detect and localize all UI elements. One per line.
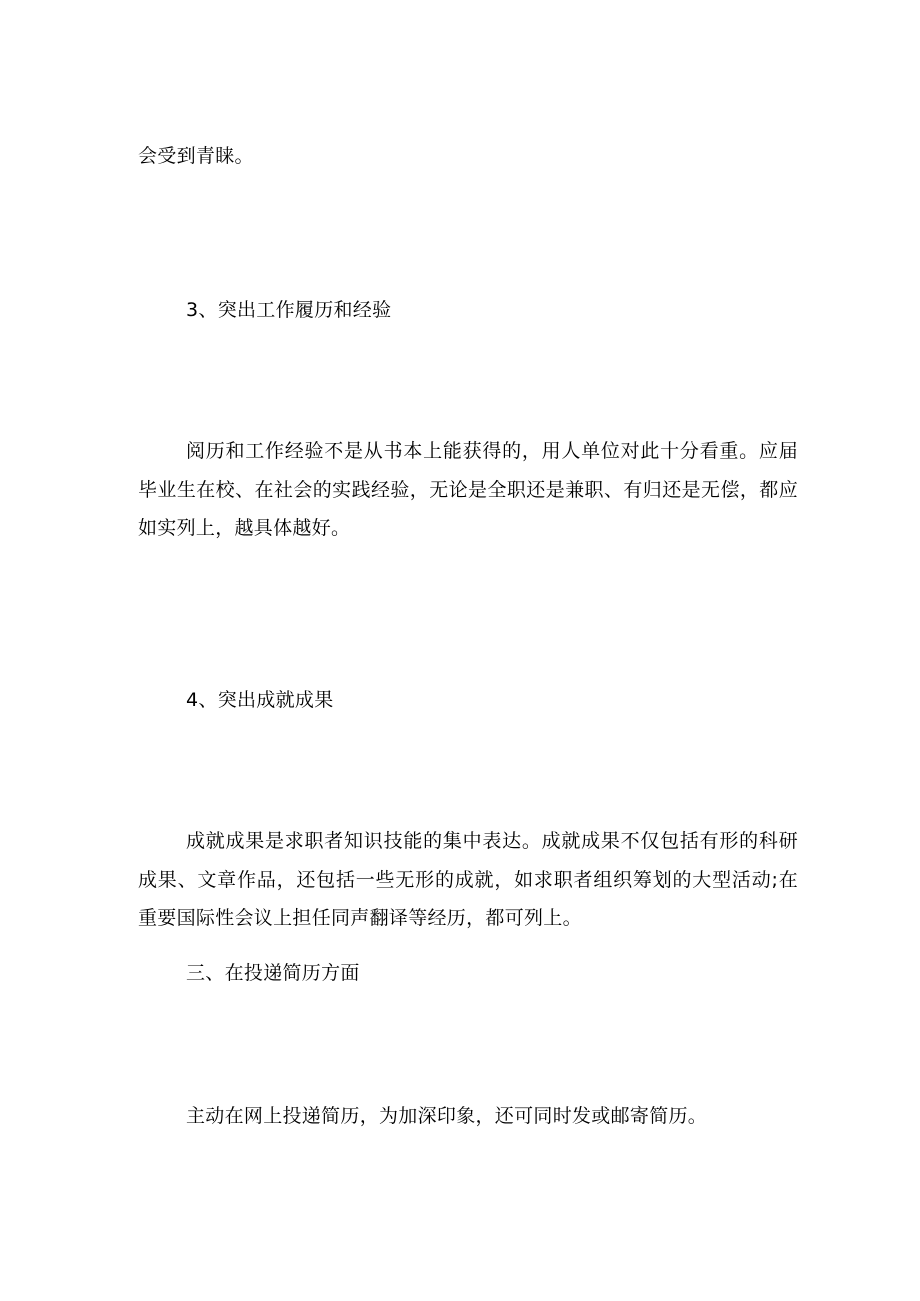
continuation-text: 会受到青睐。 [138,145,254,167]
section-3-heading: 3、突出工作履历和经验 [186,299,392,321]
section-4-paragraph: 成就成果是求职者知识技能的集中表达。成就成果不仅包括有形的科研成果、文章作品，还包括一些无形的成就，如求职者组织筹划的大型活动;在重要国际性会议上担任同声翻译等经历，都可列上。 [138,830,798,929]
part-3-paragraph: 主动在网上投递简历，为加深印象，还可同时发或邮寄简历。 [186,1105,708,1127]
section-4-heading: 4、突出成就成果 [186,689,334,711]
section-3-paragraph: 阅历和工作经验不是从书本上能获得的，用人单位对此十分看重。应届毕业生在校、在社会的实践经验，无论是全职还是兼职、有归还是无偿，都应如实列上，越具体越好。 [138,440,798,539]
part-3-heading: 三、在投递简历方面 [186,962,360,984]
